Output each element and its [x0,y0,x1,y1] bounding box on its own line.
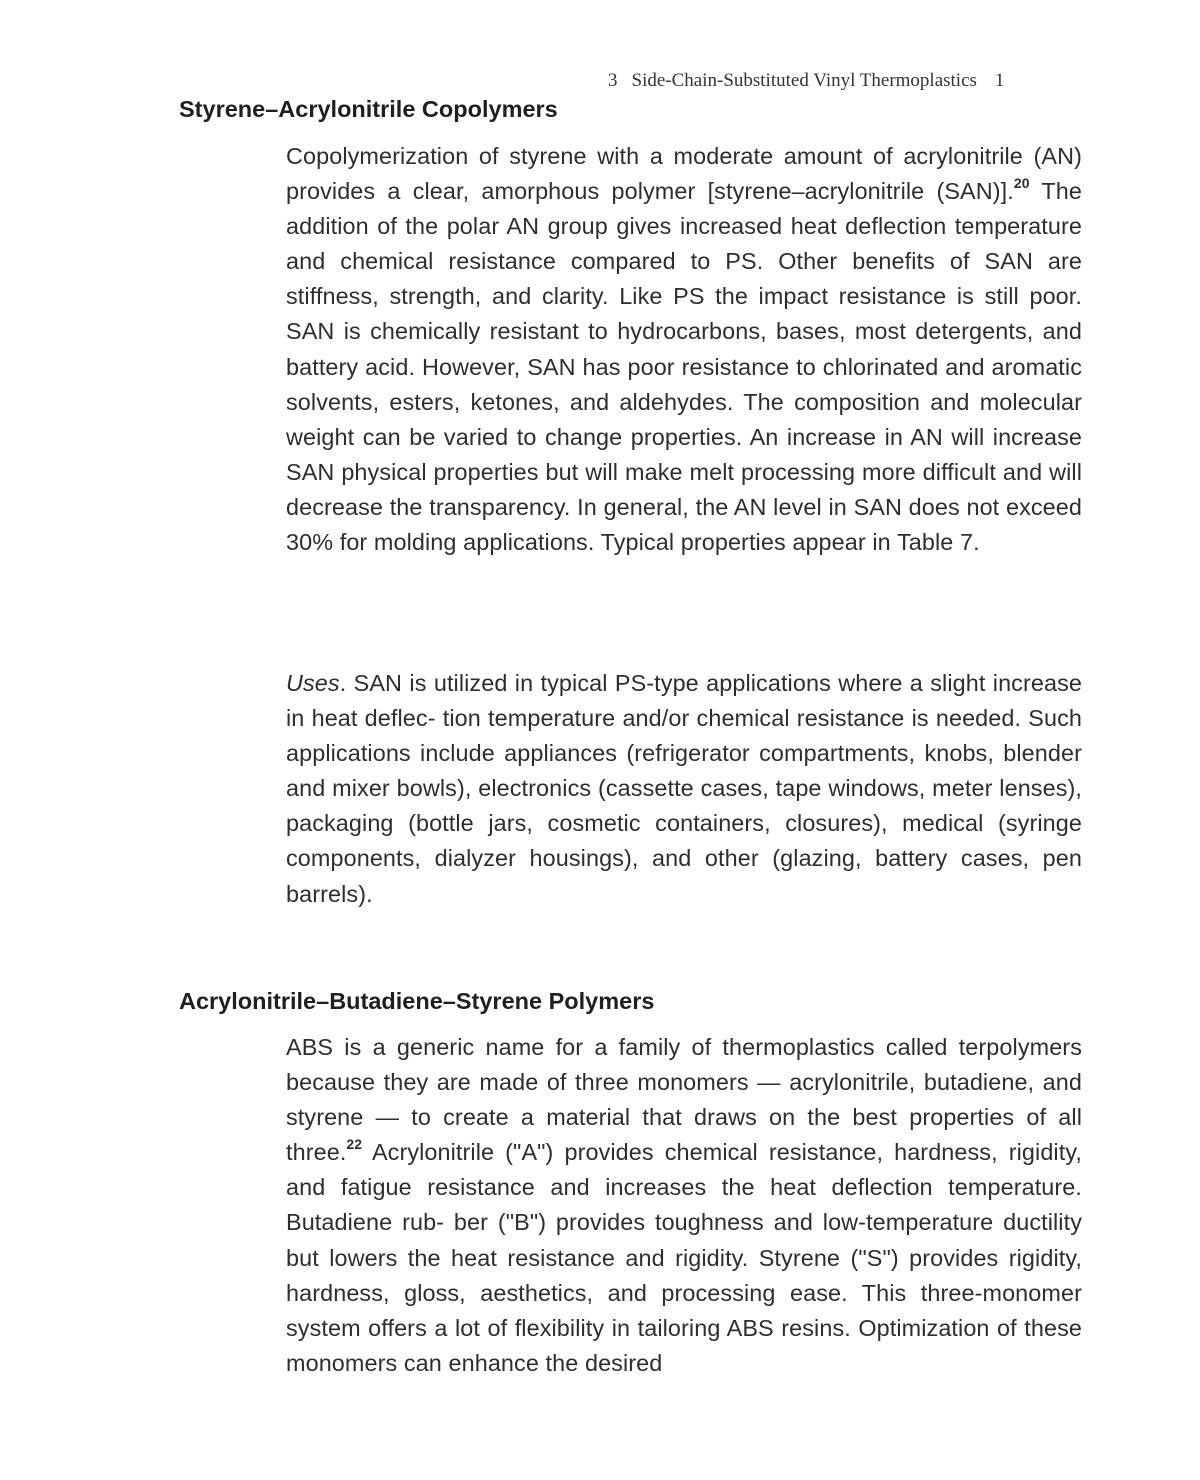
uses-label: Uses [286,670,340,696]
running-header [608,70,1004,92]
section-heading-abs: Acrylonitrile–Butadiene–Styrene Polymers [179,988,655,1014]
paragraph-san-intro [286,139,1082,560]
paragraph-text: ABS is a generic name for a family of thermoplastics called terpolymers because they are made of three monomers — acrylonitrile, butadiene, and styrene — to create a material that draws on the best properties of all three. [286,1034,1082,1166]
chapter-title: Side-Chain-Substituted Vinyl Thermoplastics [631,70,977,91]
paragraph-text: The addition of the polar AN group gives increased heat deflection temperature and chemical resistance compared to PS. Other benefits of SAN are stiffness, strength, and clarity. Like PS the impact resistance is still poor. SAN is chemically resistant to hydrocarbons, bases, most detergents, and battery acid. However, SAN has poor resistance to chlorinated and aromatic solvents, esters, ketones, and aldehydes. The composition and molecular weight can be varied to change properties. An increase in AN will increase SAN physical properties but will make melt processing more difficult and will decrease the transparency. In general, the AN level in SAN does not exceed 30% for molding applications. Typical properties appear in Table 7. [286,178,1082,556]
paragraph-text: . SAN is utilized in typical PS-type applications where a slight increase in heat deflec- tion temperature and/or chemical resistance is needed. Such applications include appliances (refrigerator compartments, knobs, blender and mixer bowls), electronics (cassette cases, tape windows, meter lenses), packaging (bottle jars, cosmetic containers, closures), medical (syringe components, dialyzer housings), and other (glazing, battery cases, pen barrels). [286,670,1082,907]
paragraph-abs-intro [286,1030,1082,1381]
paragraph-text: Copolymerization of styrene with a moderate amount of acrylonitrile (AN) provides a clear, amorphous polymer [styrene–acrylonitrile (SAN)]. [286,143,1082,205]
paragraph-text: Acrylonitrile ("A") provides chemical resistance, hardness, rigidity, and fatigue resistance and increases the heat deflection temperature. Butadiene rub- ber ("B") provides toughness and low-temperature ductility but lowers the heat resistance and rigidity. Styrene ("S") provides rigidity, hardness, gloss, aesthetics, and processing ease. This three-monomer system offers a lot of flexibility in tailoring ABS resins. Optimization of these monomers can enhance the desired [286,1139,1082,1376]
section-heading-san: Styrene–Acrylonitrile Copolymers [179,96,558,122]
citation-superscript: 20 [1013,175,1030,192]
chapter-number: 3 [608,70,618,91]
page-number: 1 [994,70,1005,91]
paragraph-san-uses [286,666,1082,912]
citation-superscript: 22 [346,1136,363,1153]
